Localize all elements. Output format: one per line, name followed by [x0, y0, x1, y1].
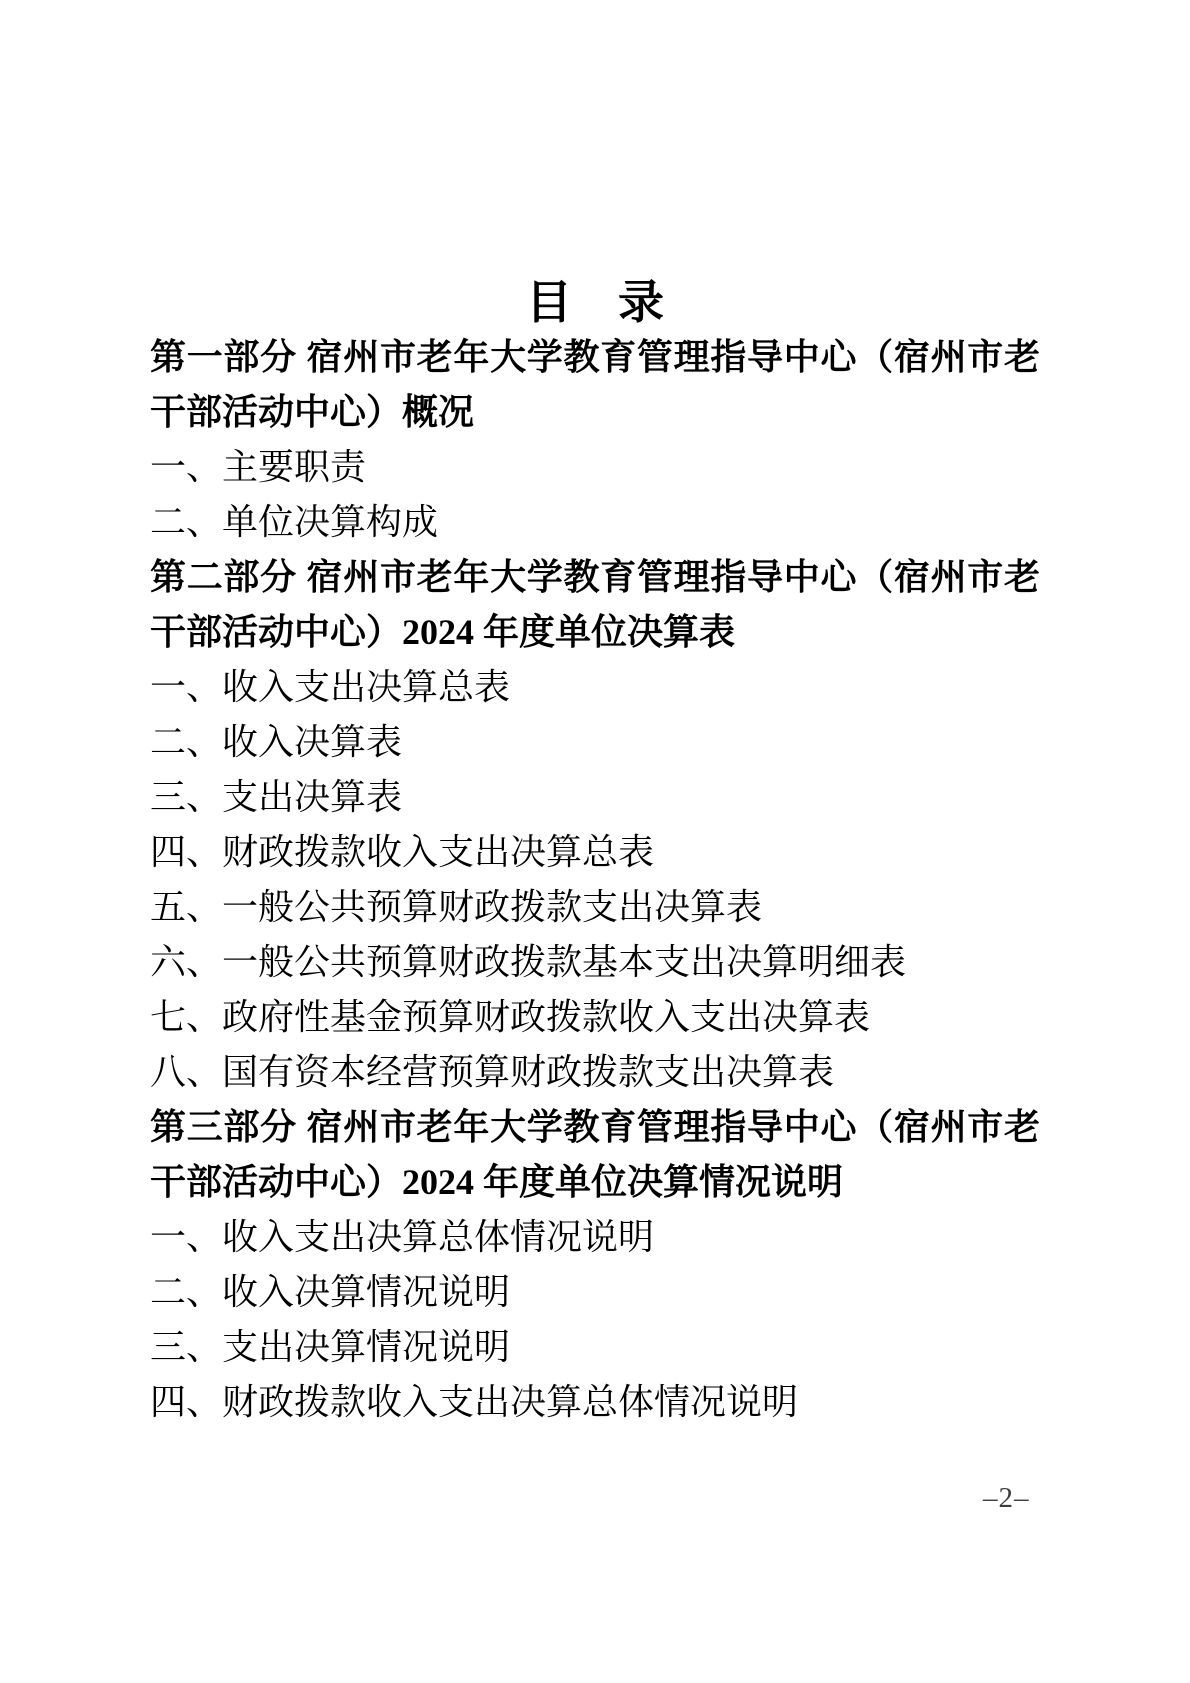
toc-entry: 三、支出决算表 — [150, 777, 403, 817]
toc-entry: 四、财政拨款收入支出决算总体情况说明 — [150, 1382, 799, 1422]
toc-entry: 六、一般公共预算财政拨款基本支出决算明细表 — [150, 942, 907, 982]
toc-part-heading-2: 第二部分 宿州市老年大学教育管理指导中心（宿州市老干部活动中心）2024 年度单位决算表 — [150, 557, 1040, 652]
toc-entry: 一、收入支出决算总体情况说明 — [150, 1217, 655, 1257]
toc-part-heading-3: 第三部分 宿州市老年大学教育管理指导中心（宿州市老干部活动中心）2024 年度单位决算情况说明 — [150, 1107, 1040, 1202]
toc-entry: 五、一般公共预算财政拨款支出决算表 — [150, 887, 763, 927]
toc-entry: 四、财政拨款收入支出决算总表 — [150, 832, 655, 872]
toc-entry: 一、收入支出决算总表 — [150, 667, 511, 707]
toc-entry: 二、收入决算表 — [150, 722, 403, 762]
toc — [150, 330, 1040, 1430]
toc-entry: 二、收入决算情况说明 — [150, 1272, 511, 1312]
toc-part-heading-1: 第一部分 宿州市老年大学教育管理指导中心（宿州市老干部活动中心）概况 — [150, 337, 1040, 432]
page-number: –2– — [983, 1482, 1030, 1514]
toc-entry: 一、主要职责 — [150, 447, 367, 487]
toc-entry: 三、支出决算情况说明 — [150, 1327, 511, 1367]
toc-entry: 二、单位决算构成 — [150, 502, 439, 542]
toc-entry: 八、国有资本经营预算财政拨款支出决算表 — [150, 1052, 835, 1092]
toc-entry: 七、政府性基金预算财政拨款收入支出决算表 — [150, 997, 871, 1037]
toc-content — [150, 275, 1040, 1430]
page-title: 目 录 — [526, 276, 664, 328]
